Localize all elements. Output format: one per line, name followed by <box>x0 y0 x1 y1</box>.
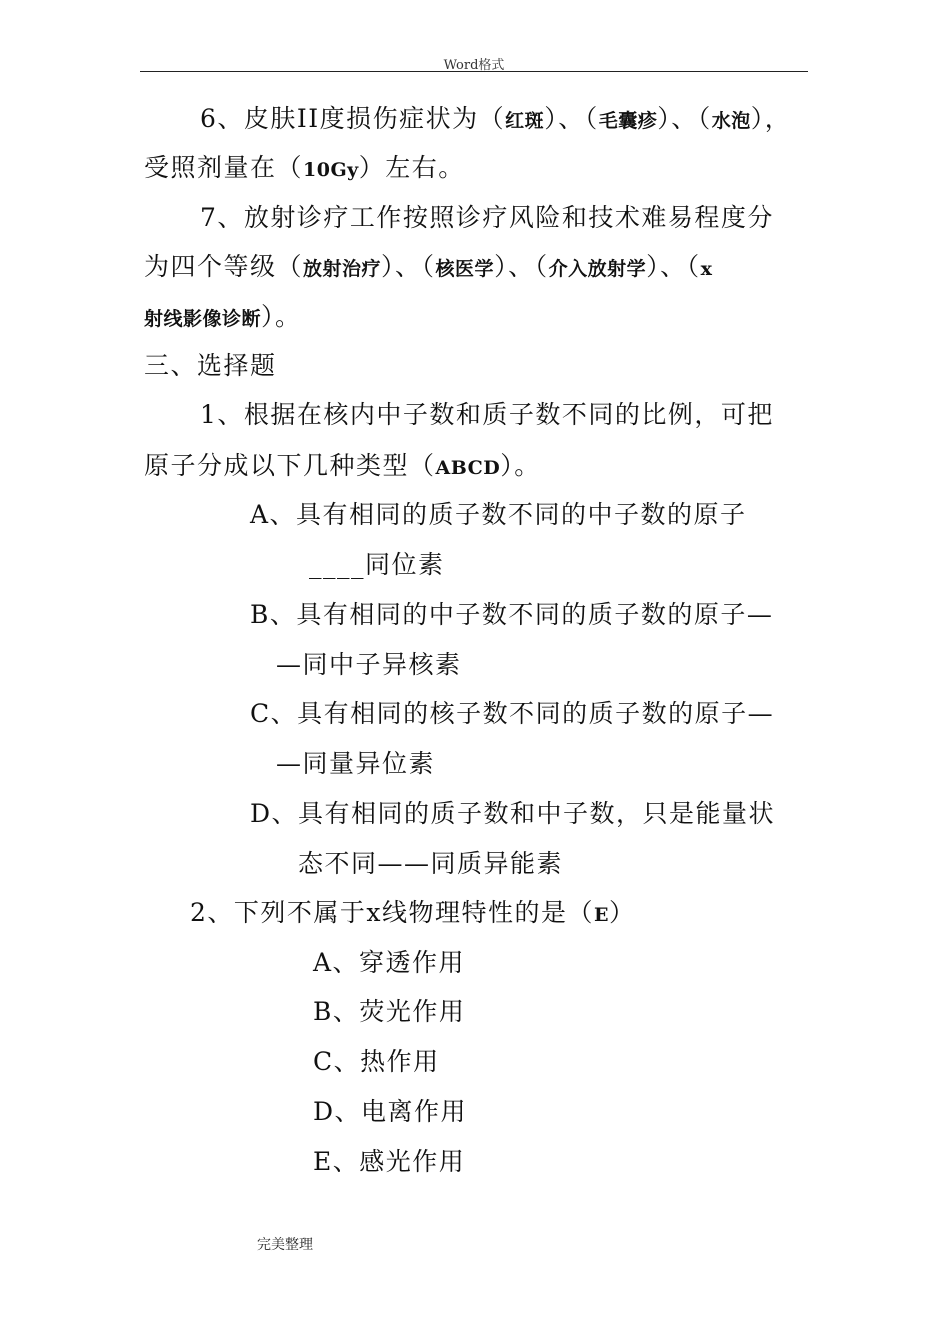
mc2-option-a: A、穿透作用 <box>313 948 466 977</box>
mc2-answer: E <box>594 904 609 926</box>
q6-answer-2: 毛囊疹 <box>598 110 658 132</box>
mc2-option-d: D、电离作用 <box>313 1097 468 1126</box>
mc2-option-e: E、感光作用 <box>313 1147 466 1176</box>
q7-text-1: 为四个等级（ <box>144 252 304 281</box>
mc1-answer: ABCD <box>435 457 501 479</box>
q6-answer-3: 水泡 <box>711 110 751 132</box>
page-footer: 完美整理 <box>257 1237 313 1253</box>
mc1-option-d-line-2: 态不同——同质异能素 <box>298 849 564 878</box>
q7-line-3 <box>144 302 302 334</box>
mc2-option-c: C、热作用 <box>313 1047 440 1076</box>
q6-text-4: ）， <box>750 104 792 133</box>
q6-text-2: ）、（ <box>544 104 599 133</box>
mc1-text-1: 原子分成以下几种类型（ <box>144 451 436 480</box>
header-divider <box>140 71 808 72</box>
q6-text-5: 受照剂量在（ <box>144 153 304 182</box>
q6-text-6: ）左右。 <box>358 153 465 182</box>
q7-text-5: ）。 <box>261 302 302 331</box>
mc1-option-a-line-2: ____同位素 <box>309 550 445 579</box>
mc1-option-b-line-1: B、具有相同的中子数不同的质子数的原子— <box>250 600 774 629</box>
mc1-line-1: 1、根据在核内中子数和质子数不同的比例，可把 <box>200 400 774 429</box>
mc1-option-b-line-2: —同中子异核素 <box>276 650 462 679</box>
mc2-question <box>190 898 636 930</box>
q7-answer-1: 放射治疗 <box>303 258 382 280</box>
q7-answer-4a: x <box>700 258 713 280</box>
mc1-option-a-line-1: A、具有相同的质子数不同的中子数的原子 <box>250 500 747 529</box>
q7-answer-2: 核医学 <box>435 258 495 280</box>
q6-text-1: 6、皮肤II度损伤症状为（ <box>200 104 506 133</box>
page-header: Word格式 <box>443 58 505 73</box>
mc1-option-d-line-1: D、具有相同的质子数和中子数，只是能量状 <box>250 799 776 828</box>
q7-answer-4b: 射线影像诊断 <box>144 308 262 330</box>
mc1-option-c-line-1: C、具有相同的核子数不同的质子数的原子— <box>250 699 775 728</box>
mc2-text-2: ） <box>609 898 636 927</box>
q6-line-2 <box>144 153 465 185</box>
q6-answer-1: 红斑 <box>505 110 545 132</box>
mc1-option-c-line-2: —同量异位素 <box>276 749 436 778</box>
q7-text-4: ）、（ <box>646 252 701 281</box>
q7-line-1: 7、放射诊疗工作按照诊疗风险和技术难易程度分 <box>200 203 774 232</box>
q7-text-2: ）、（ <box>381 252 436 281</box>
q6-answer-4: 10Gy <box>303 159 359 181</box>
q7-answer-3: 介入放射学 <box>548 258 647 280</box>
mc2-option-b: B、荧光作用 <box>313 997 466 1026</box>
section-title: 三、选择题 <box>144 351 277 380</box>
mc1-line-2 <box>144 451 541 483</box>
mc1-text-2: ）。 <box>500 451 541 480</box>
q7-line-2 <box>144 252 712 284</box>
q6-text-3: ）、（ <box>657 104 712 133</box>
mc2-text-1: 2、下列不属于x线物理特性的是（ <box>190 898 595 927</box>
q6-line-1 <box>200 104 791 136</box>
q7-text-3: ）、（ <box>494 252 549 281</box>
